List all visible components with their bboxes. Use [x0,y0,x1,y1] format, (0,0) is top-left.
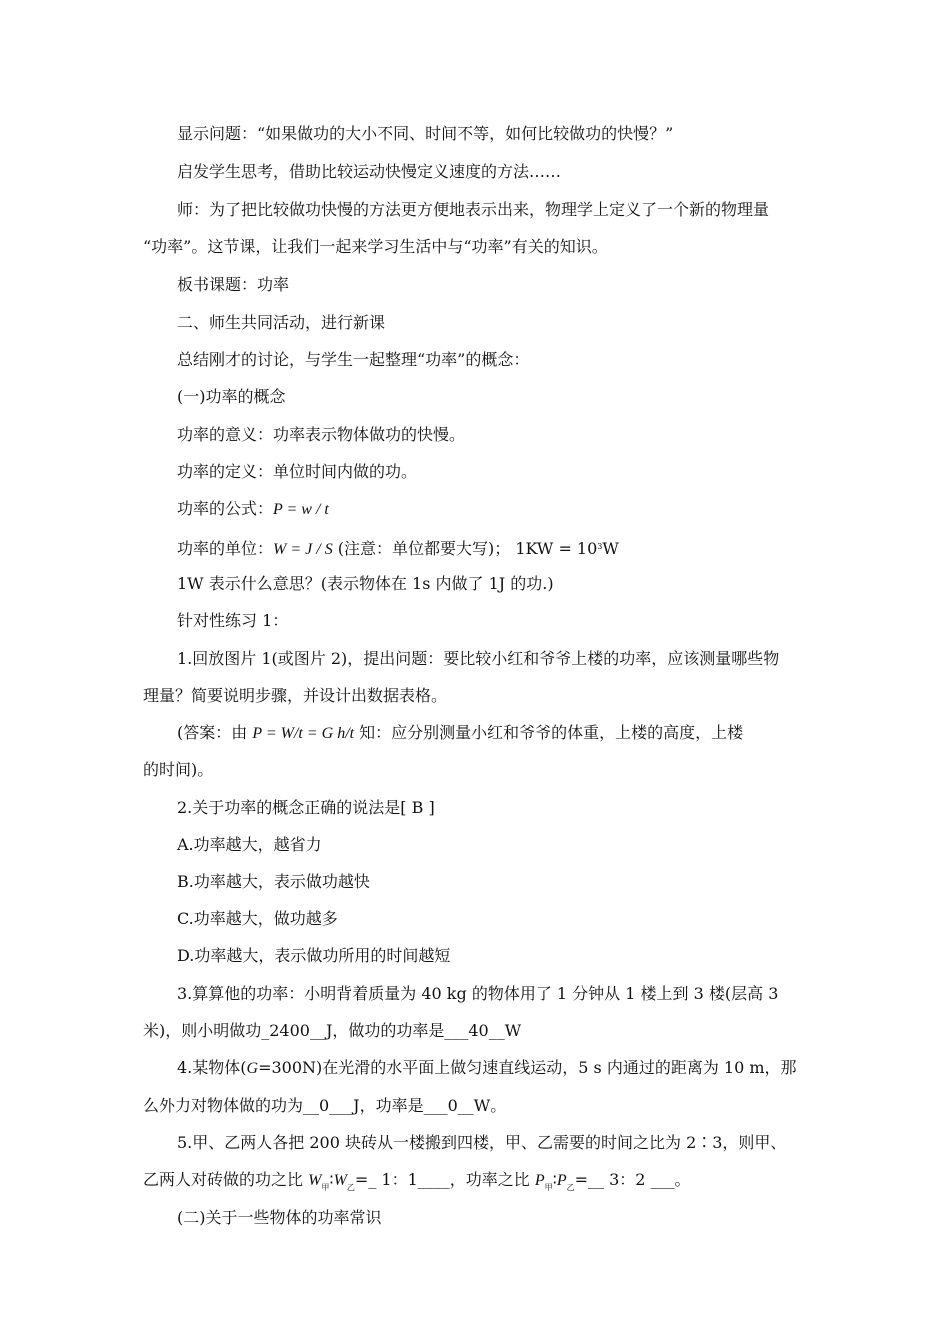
section-heading: 二、师生共同活动，进行新课 [177,313,386,332]
question-text: =300N)在光滑的水平面上做匀速直线运动，5 s 内通过的距离为 10 m，那 [258,1058,797,1077]
question-prefix: 4.某物体( [177,1058,247,1077]
text-line: 功率的意义：功率表示物体做功的快慢。 [177,425,466,444]
work-symbol: W [308,1172,322,1189]
question-line: 3.算算他的功率：小明背着质量为 40 kg 的物体用了 1 分钟从 1 楼上到 3 楼(层高 3 [177,984,779,1003]
power-formula: P = w / t [273,501,329,518]
text-line: 师：为了把比较做功快慢的方法更方便地表示出来，物理学上定义了一个新的物理量 [177,200,770,219]
ratio-colon: ∶ [552,1170,557,1189]
subscript: 乙 [566,1183,575,1192]
question-line: 5.甲、乙两人各把 200 块砖从一楼搬到四楼，甲、乙需要的时间之比为 2∶3，则甲、 [177,1133,787,1152]
power-symbol: P [556,1172,567,1189]
subscript: 乙 [346,1183,355,1192]
text-line: 米)，则小明做功_2400__J，做功的功率是___40__W [143,1021,522,1040]
exponent: 3 [597,542,603,551]
text-line: 的时间)。 [143,760,214,779]
power-symbol: P [534,1172,545,1189]
text-line: 板书课题：功率 [177,275,290,294]
subsection-heading: (二)关于一些物体的功率常识 [177,1208,382,1227]
answer-text: 知：应分别测量小红和爷爷的体重，上楼的高度，上楼 [354,723,744,742]
unit-note: (注意：单位都要大写)； 1KW = 10 [332,539,598,558]
text-line: “功率”。这节课，让我们一起来学习生活中与“功率”有关的知识。 [143,237,608,256]
option-a: A.功率越大，越省力 [177,835,322,854]
text-line: 功率的定义：单位时间内做的功。 [177,462,418,481]
answer-line [177,723,847,744]
unit-label: 功率的单位： [177,539,274,558]
ratio-text: 乙两人对砖做的功之比 [143,1170,309,1189]
option-c: C.功率越大，做功越多 [177,909,338,928]
text-line: 总结刚才的讨论，与学生一起整理“功率”的概念： [177,350,530,369]
option-b: B.功率越大，表示做功越快 [177,872,370,891]
subsection-heading: (一)功率的概念 [177,387,286,406]
ratio-colon: ∶ [329,1170,334,1189]
text-line: 显示问题：“如果做功的大小不同、时间不等，如何比较做功的快慢？” [177,124,674,143]
unit-symbol: W [602,539,619,558]
exercise-heading: 针对性练习 1： [177,611,289,630]
question-line [177,1058,847,1079]
text-line: 1W 表示什么意思？(表示物体在 1s 内做了 1J 的功.) [177,574,554,593]
question-line: 2.关于功率的概念正确的说法是[ B ] [177,798,435,817]
formula-line [177,499,847,520]
gravity-symbol: G [246,1060,259,1077]
unit-line [177,537,847,560]
answer-prefix: (答案：由 [177,723,253,742]
formula-label: 功率的公式： [177,499,274,518]
option-d: D.功率越大，表示做功所用的时间越短 [177,946,451,965]
ratio-line [143,1170,813,1198]
subscript: 甲 [544,1183,553,1192]
unit-formula: W = J / S [273,541,333,558]
subscript: 甲 [321,1183,330,1192]
ratio-answer: =__ 3：2 ___。 [574,1170,691,1189]
text-line: 么外力对物体做的功为__0___J，功率是___0__W。 [143,1096,507,1115]
text-line: 理量？简要说明步骤，并设计出数据表格。 [143,686,448,705]
text-line: 启发学生思考，借助比较运动快慢定义速度的方法…… [177,162,562,181]
work-symbol: W [333,1172,347,1189]
text-line: 1.回放图片 1(或图片 2)，提出问题：要比较小红和爷爷上楼的功率，应该测量哪些物 [177,649,780,668]
ratio-answer: =_ 1：1____，功率之比 [354,1170,535,1189]
answer-formula: P = W/t = G h/t [252,725,355,742]
